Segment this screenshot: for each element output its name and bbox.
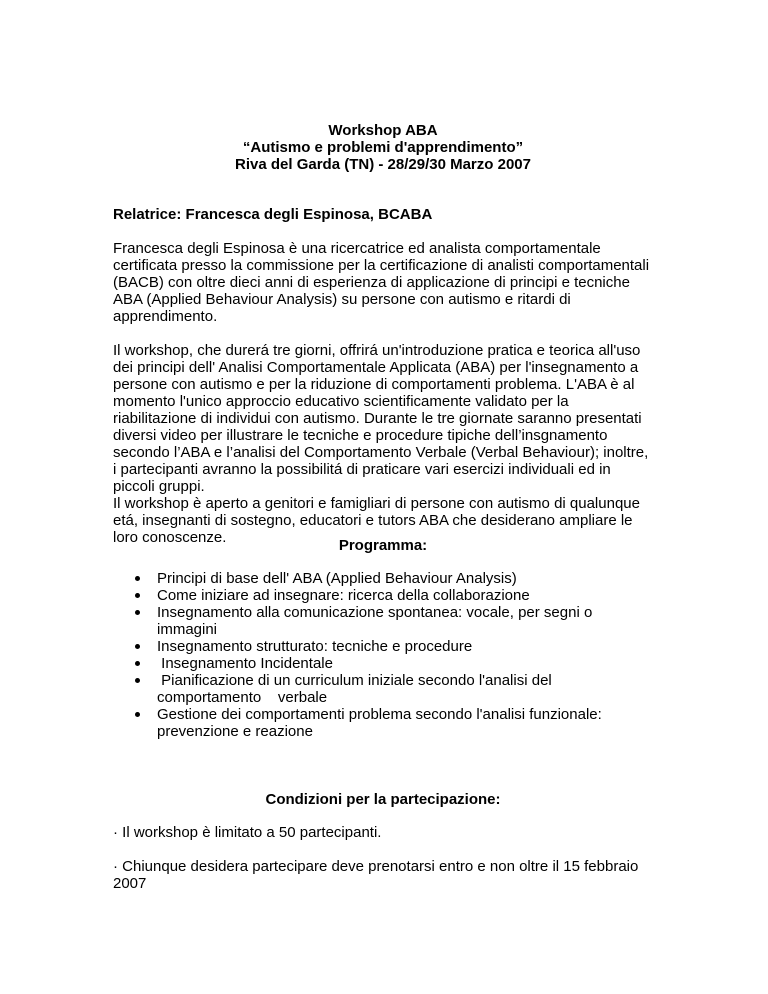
title-line-subtitle: “Autismo e problemi d'apprendimento” xyxy=(242,139,524,156)
document-title-block xyxy=(113,122,653,173)
list-item-text: prevenzione e reazione xyxy=(157,723,313,740)
text-line: Francesca degli Espinosa è una ricercatrice ed analista comportamentale xyxy=(113,240,601,257)
list-item xyxy=(113,655,653,672)
bullet-icon xyxy=(135,576,140,581)
list-item xyxy=(113,604,653,638)
list-item-text: Principi di base dell' ABA (Applied Behaviour Analysis) xyxy=(157,570,517,587)
text-line: Il workshop è aperto a genitori e famigliari di persone con autismo di qualunque xyxy=(113,495,640,512)
text-line: diversi video per illustrare le tecniche e procedure tipiche dell’insgnamento xyxy=(113,427,608,444)
text-line: 2007 xyxy=(113,875,147,892)
list-item-text: Insegnamento Incidentale xyxy=(157,655,333,672)
workshop-description-paragraph xyxy=(113,342,653,546)
condition-item xyxy=(113,824,653,841)
text-line: loro conoscenze. xyxy=(113,529,227,546)
title-line-location-date: Riva del Garda (TN) - 28/29/30 Marzo 2007 xyxy=(235,156,531,173)
list-item-text: Come iniziare ad insegnare: ricerca della collaborazione xyxy=(157,587,530,604)
text-line: · Il workshop è limitato a 50 partecipanti. xyxy=(113,824,382,841)
text-line: apprendimento. xyxy=(113,308,218,325)
bullet-icon xyxy=(135,610,140,615)
bullet-icon xyxy=(135,644,140,649)
condition-item xyxy=(113,858,653,892)
list-item xyxy=(113,570,653,587)
text-line: secondo l’ABA e l’analisi del Comportamento Verbale (Verbal Behaviour); inoltre, xyxy=(113,444,649,461)
bullet-icon xyxy=(135,712,140,717)
speaker-bio-paragraph xyxy=(113,240,653,325)
bullet-icon xyxy=(135,678,140,683)
text-line: piccoli gruppi. xyxy=(113,478,205,495)
speaker-heading: Relatrice: Francesca degli Espinosa, BCABA xyxy=(113,206,433,223)
list-item-text: Insegnamento alla comunicazione spontanea: vocale, per segni o xyxy=(157,604,593,621)
list-item xyxy=(113,587,653,604)
list-item xyxy=(113,672,653,706)
conditions-heading: Condizioni per la partecipazione: xyxy=(265,791,501,808)
program-list xyxy=(113,570,653,740)
text-line: certificata presso la commissione per la certificazione di analisti comportamentali xyxy=(113,257,650,274)
text-line: dei principi dell' Analisi Comportamentale Applicata (ABA) per l'insegnamento a xyxy=(113,359,639,376)
text-line: persone con autismo e per la riduzione di comportamenti problema. L'ABA è al xyxy=(113,376,635,393)
text-line: riabilitazione di individui con autismo. Durante le tre giornate saranno presentati xyxy=(113,410,642,427)
list-item-text: immagini xyxy=(157,621,218,638)
text-line: ABA (Applied Behaviour Analysis) su persone con autismo e ritardi di xyxy=(113,291,571,308)
list-item-text: comportamento verbale xyxy=(157,689,328,706)
text-line: momento l'unico approccio educativo scientificamente validato per la xyxy=(113,393,569,410)
text-line: i partecipanti avranno la possibilitá di praticare vari esercizi individuali ed in xyxy=(113,461,611,478)
text-line: etá, insegnanti di sostegno, educatori e tutors ABA che desiderano ampliare le xyxy=(113,512,633,529)
list-item-text: Gestione dei comportamenti problema secondo l'analisi funzionale: xyxy=(157,706,602,723)
title-line-workshop: Workshop ABA xyxy=(328,122,438,139)
text-line: (BACB) con oltre dieci anni di esperienza di applicazione di principi e tecniche xyxy=(113,274,630,291)
text-line: Il workshop, che durerá tre giorni, offrirá un'introduzione pratica e teorica all'uso xyxy=(113,342,641,359)
list-item-text: Insegnamento strutturato: tecniche e procedure xyxy=(157,638,473,655)
bullet-icon xyxy=(135,661,140,666)
program-heading: Programma: xyxy=(338,537,428,554)
list-item-text: Pianificazione di un curriculum iniziale secondo l'analisi del xyxy=(157,672,552,689)
list-item xyxy=(113,706,653,740)
bullet-icon xyxy=(135,593,140,598)
text-line: · Chiunque desidera partecipare deve prenotarsi entro e non oltre il 15 febbraio xyxy=(113,858,639,875)
list-item xyxy=(113,638,653,655)
